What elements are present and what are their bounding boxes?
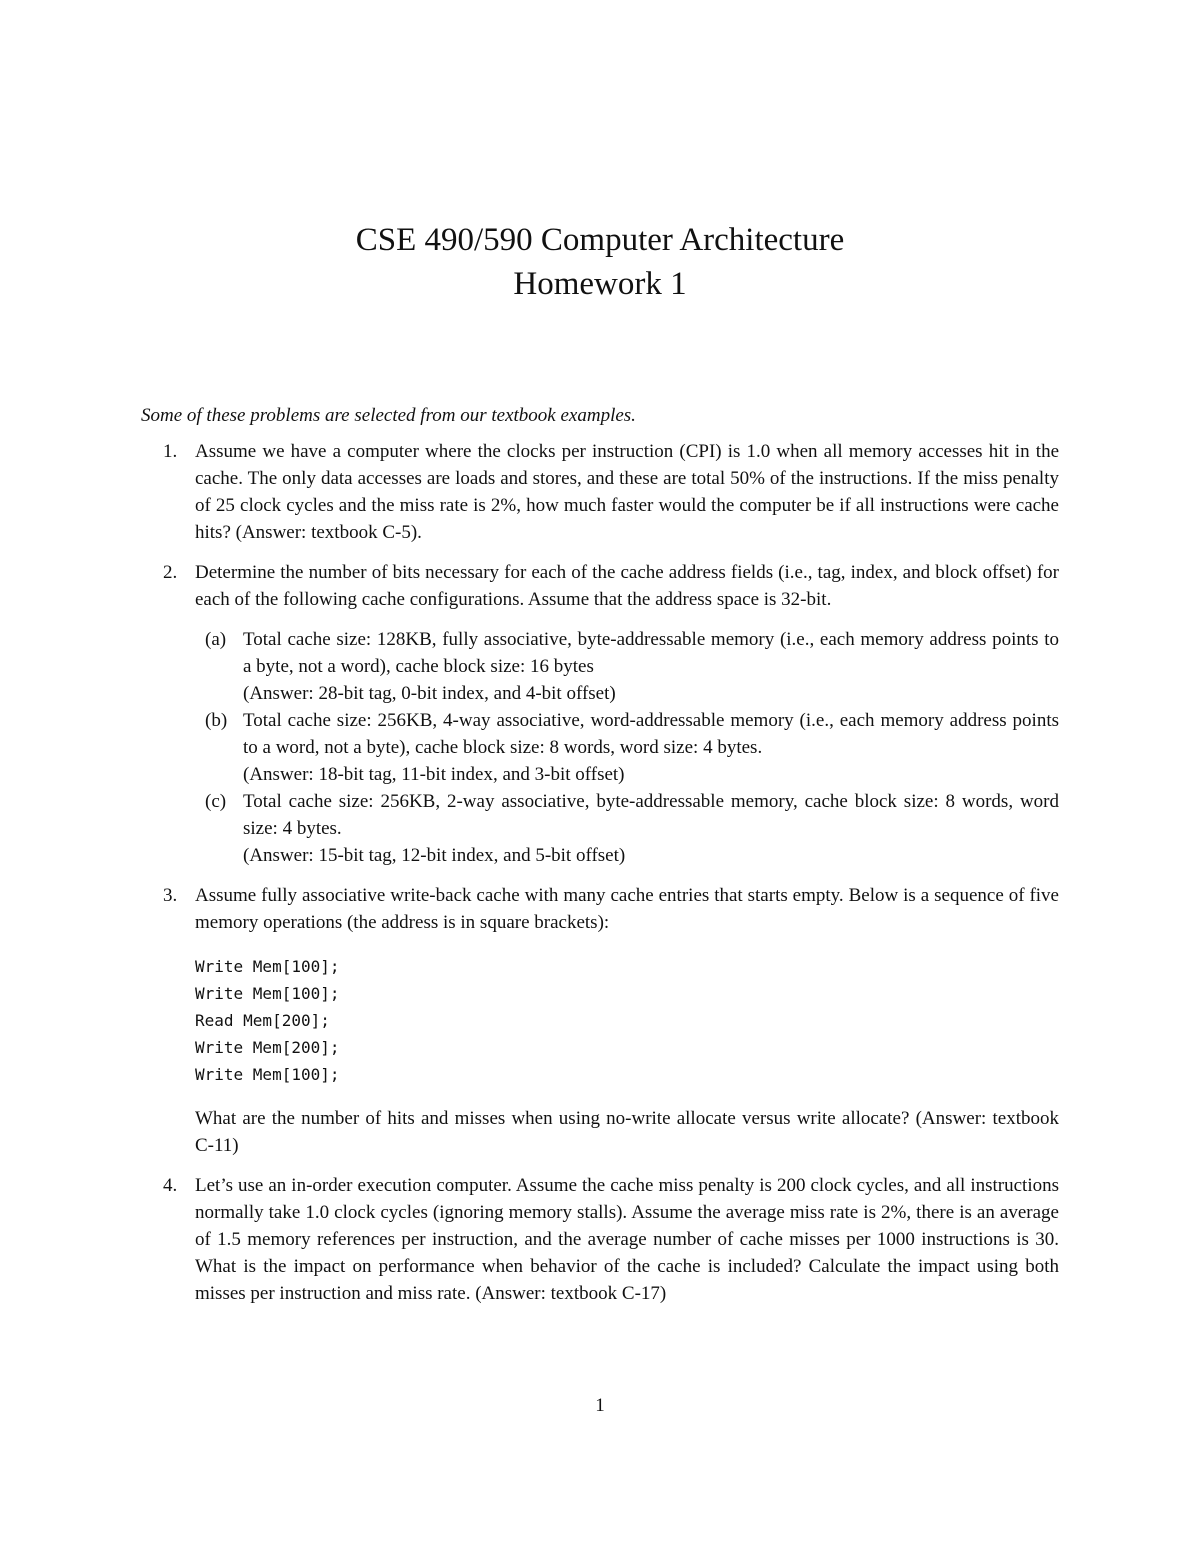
problem-number: 1.: [163, 441, 178, 462]
intro-text: Some of these problems are selected from our textbook examples.: [141, 405, 636, 426]
subproblem-text: Total cache size: 256KB, 4-way associative, word-addressable memory (i.e., each memory address points to a word, not a byte), cache block size: 8 words, word size: 4 bytes.: [243, 710, 1059, 758]
problem-number: 3.: [163, 885, 178, 906]
code-line: Read Mem[200];: [195, 1011, 330, 1030]
subproblem-c: [195, 788, 1059, 869]
problem-4: [141, 1172, 1059, 1307]
problem-text: Assume we have a computer where the clocks per instruction (CPI) is 1.0 when all memory accesses hit in the cache. The only data accesses are loads and stores, and these are total 50% of the instructions. If the miss penalty of 25 clock cycles and the miss rate is 2%, how much faster would the computer be if all instructions were cache hits? (Answer: textbook C-5).: [195, 441, 1059, 543]
subproblem-answer: (Answer: 15-bit tag, 12-bit index, and 5-bit offset): [243, 845, 626, 866]
code-block: [195, 953, 1059, 1088]
problem-3: [141, 882, 1059, 1159]
subproblem-letter: (a): [205, 629, 227, 650]
code-line: Write Mem[100];: [195, 957, 340, 976]
page-number: 1: [595, 1395, 605, 1416]
problem-text: Let’s use an in-order execution computer. Assume the cache miss penalty is 200 clock cycles, and all instructions normally take 1.0 clock cycles (ignoring memory stalls). Assume the average miss rate is 2%, there is an average of 1.5 memory references per instruction, and the average number of cache misses per 1000 instructions is 30. What is the impact on performance when behavior of the cache is included? Calculate the impact using both misses per instruction and miss rate. (Answer: textbook C-17): [195, 1175, 1059, 1304]
problem-text: Assume fully associative write-back cache with many cache entries that starts empty. Below is a sequence of five memory operations (the address is in square brackets):: [195, 885, 1059, 933]
problem-text: Determine the number of bits necessary for each of the cache address fields (i.e., tag, index, and block offset) for each of the following cache configurations. Assume that the address space is 32-bit.: [195, 562, 1059, 610]
problem-1: [141, 438, 1059, 546]
subproblem-a: [195, 626, 1059, 707]
document-title: CSE 490/590 Computer Architecture: [355, 222, 845, 258]
document-subtitle: Homework 1: [513, 266, 687, 302]
document-body: [141, 402, 1059, 1320]
title-block: [0, 218, 1200, 306]
subproblem-letter: (c): [205, 791, 227, 812]
code-line: Write Mem[200];: [195, 1038, 340, 1057]
subproblem-text: Total cache size: 256KB, 2-way associative, byte-addressable memory, cache block size: 8 words, word size: 4 bytes.: [243, 791, 1059, 839]
subproblem-answer: (Answer: 28-bit tag, 0-bit index, and 4-bit offset): [243, 683, 616, 704]
subproblem-letter: (b): [205, 710, 228, 731]
subproblem-list: [195, 626, 1059, 869]
problem-number: 2.: [163, 562, 178, 583]
code-line: Write Mem[100];: [195, 984, 340, 1003]
subproblem-b: [195, 707, 1059, 788]
subproblem-text: Total cache size: 128KB, fully associative, byte-addressable memory (i.e., each memory address points to a byte, not a word), cache block size: 16 bytes: [243, 629, 1059, 677]
problem-2: [141, 559, 1059, 869]
subproblem-answer: (Answer: 18-bit tag, 11-bit index, and 3-bit offset): [243, 764, 625, 785]
problem-number: 4.: [163, 1175, 178, 1196]
problem-followup: What are the number of hits and misses when using no-write allocate versus write allocate? (Answer: textbook C-11): [195, 1108, 1059, 1156]
code-line: Write Mem[100];: [195, 1065, 340, 1084]
